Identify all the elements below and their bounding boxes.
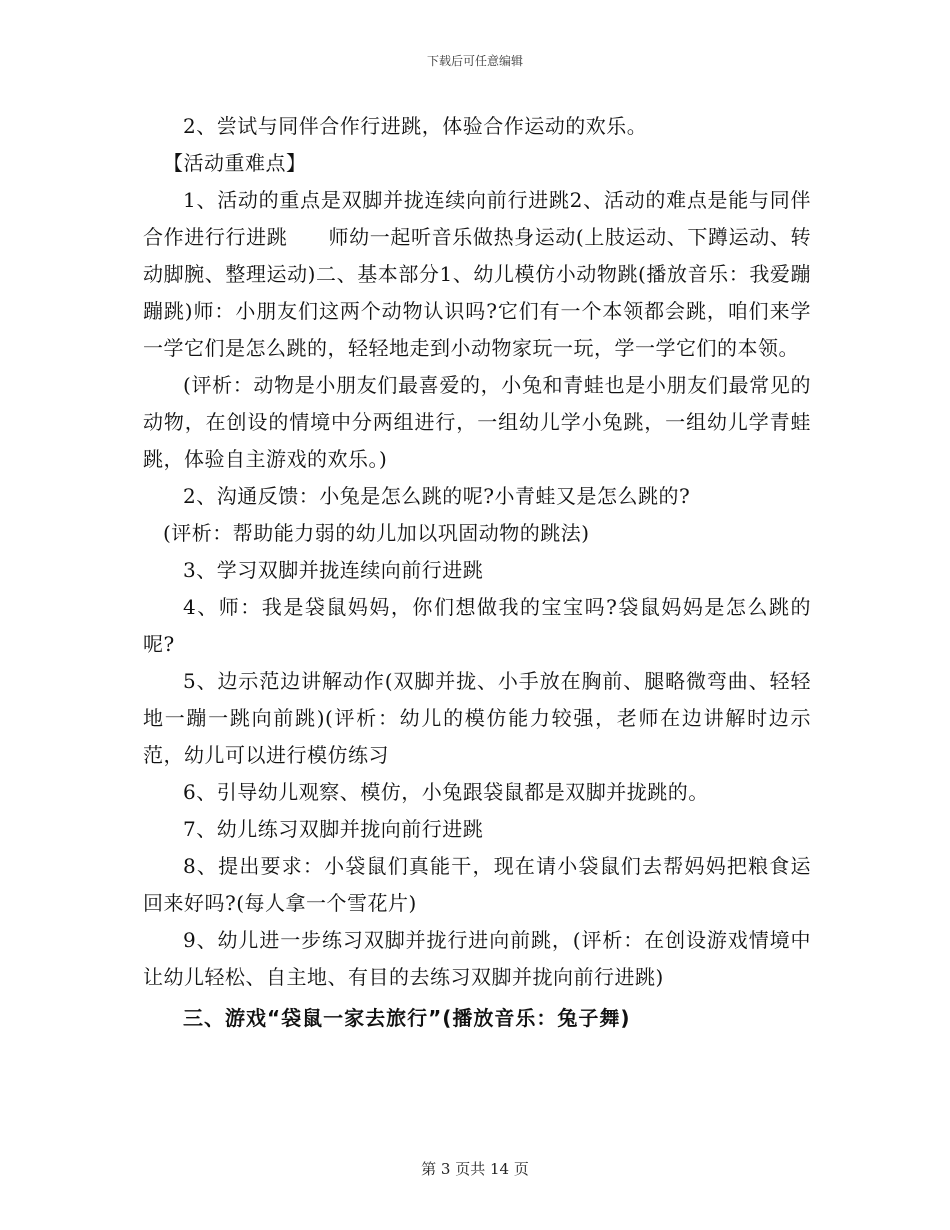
section-heading-game: 三、游戏“袋鼠一家去旅行”(播放音乐：兔子舞) bbox=[183, 1006, 631, 1030]
section-heading-key-points: 【活动重难点】 bbox=[163, 151, 307, 175]
page-footer: 第 3 页共 14 页 bbox=[421, 1160, 529, 1178]
paragraph-step-7: 7、幼儿练习双脚并拢向前行进跳 bbox=[183, 817, 484, 841]
paragraph-key-points: 1、活动的重点是双脚并拢连续向前行进跳2、活动的难点是能与同伴合作进行行进跳 师幼一起听音乐做热身运动(上肢运动、下蹲运动、转动脚腕、整理运动)二、基本部分1、幼儿模仿小动物跳(播放音乐：我爱蹦蹦跳)师：小朋友们这两个动物认识吗?它们有一个本领都会跳，咱们来学一学它们是怎么跳的，轻轻地走到小动物家玩一玩，学一学它们的本领。 bbox=[143, 188, 811, 360]
paragraph-step-8: 8、提出要求：小袋鼠们真能干，现在请小袋鼠们去帮妈妈把粮食运回来好吗?(每人拿一个雪花片) bbox=[143, 854, 811, 915]
paragraph-analysis-1: (评析：动物是小朋友们最喜爱的，小兔和青蛙也是小朋友们最常见的动物，在创设的情境中分两组进行，一组幼儿学小兔跳，一组幼儿学青蛙跳，体验自主游戏的欢乐。) bbox=[143, 373, 811, 471]
paragraph-goal-2: 2、尝试与同伴合作行进跳，体验合作运动的欢乐。 bbox=[183, 114, 648, 138]
paragraph-step-3: 3、学习双脚并拢连续向前行进跳 bbox=[183, 558, 484, 582]
paragraph-step-2: 2、沟通反馈：小兔是怎么跳的呢?小青蛙又是怎么跳的? bbox=[183, 484, 691, 508]
page-header: 下载后可任意编辑 bbox=[426, 54, 523, 68]
document-body bbox=[143, 108, 811, 1037]
paragraph-analysis-2: (评析：帮助能力弱的幼儿加以巩固动物的跳法) bbox=[163, 521, 590, 545]
paragraph-step-4: 4、师：我是袋鼠妈妈，你们想做我的宝宝吗?袋鼠妈妈是怎么跳的呢? bbox=[143, 595, 811, 656]
paragraph-step-6: 6、引导幼儿观察、模仿，小兔跟袋鼠都是双脚并拢跳的。 bbox=[183, 780, 709, 804]
paragraph-step-5: 5、边示范边讲解动作(双脚并拢、小手放在胸前、腿略微弯曲、轻轻地一蹦一跳向前跳)(评析：幼儿的模仿能力较强，老师在边讲解时边示范，幼儿可以进行模仿练习 bbox=[143, 669, 811, 767]
paragraph-step-9: 9、幼儿进一步练习双脚并拢行进向前跳，(评析：在创设游戏情境中让幼儿轻松、自主地、有目的去练习双脚并拢向前行进跳) bbox=[143, 928, 811, 989]
